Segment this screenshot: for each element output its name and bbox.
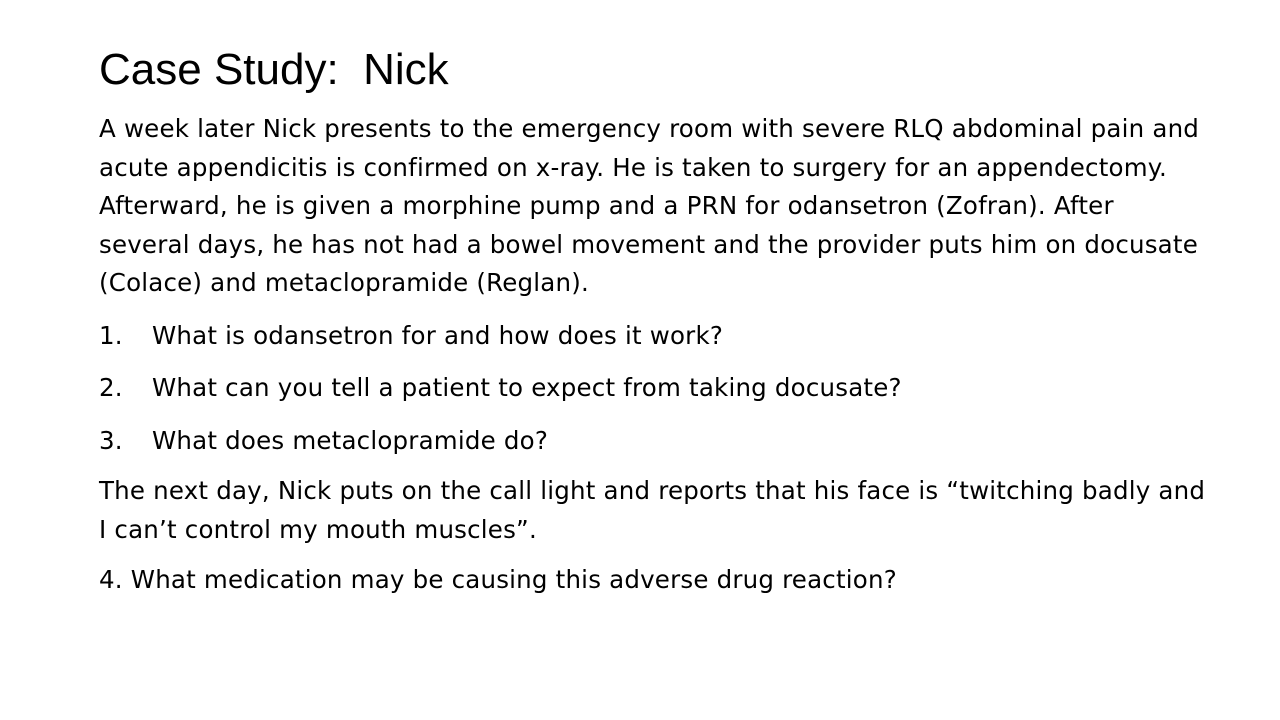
question-text: What does metaclopramide do?: [152, 425, 549, 455]
list-item: [99, 317, 1209, 356]
question-text: What can you tell a patient to expect from taking docusate?: [152, 373, 902, 402]
question-number: 2.: [99, 373, 123, 402]
question-number: 1.: [99, 320, 123, 350]
question-number: 3.: [99, 425, 123, 455]
intro-paragraph: A week later Nick presents to the emergency room with severe RLQ abdominal pain and acute appendicitis is confirmed on x-ray. He is taken to surgery for an appendectomy. Afterward, he is given a morphine pump and a PRN for odansetron (Zofran). After several days, he has not had a bowel movement and the provider puts him on docusate (Colace) and metaclopramide (Reglan).: [99, 114, 1200, 297]
final-question: 4. What medication may be causing this adverse drug reaction?: [99, 565, 897, 594]
list-item: [99, 369, 1209, 408]
question-list: [99, 317, 1209, 461]
question-text: What is odansetron for and how does it work?: [152, 320, 724, 350]
slide-body: [99, 110, 1209, 600]
slide-title: Case Study: Nick: [99, 45, 449, 94]
followup-paragraph: The next day, Nick puts on the call light and reports that his face is “twitching badly and I can’t control my mouth muscles”.: [99, 476, 1206, 544]
list-item: [99, 422, 1209, 461]
